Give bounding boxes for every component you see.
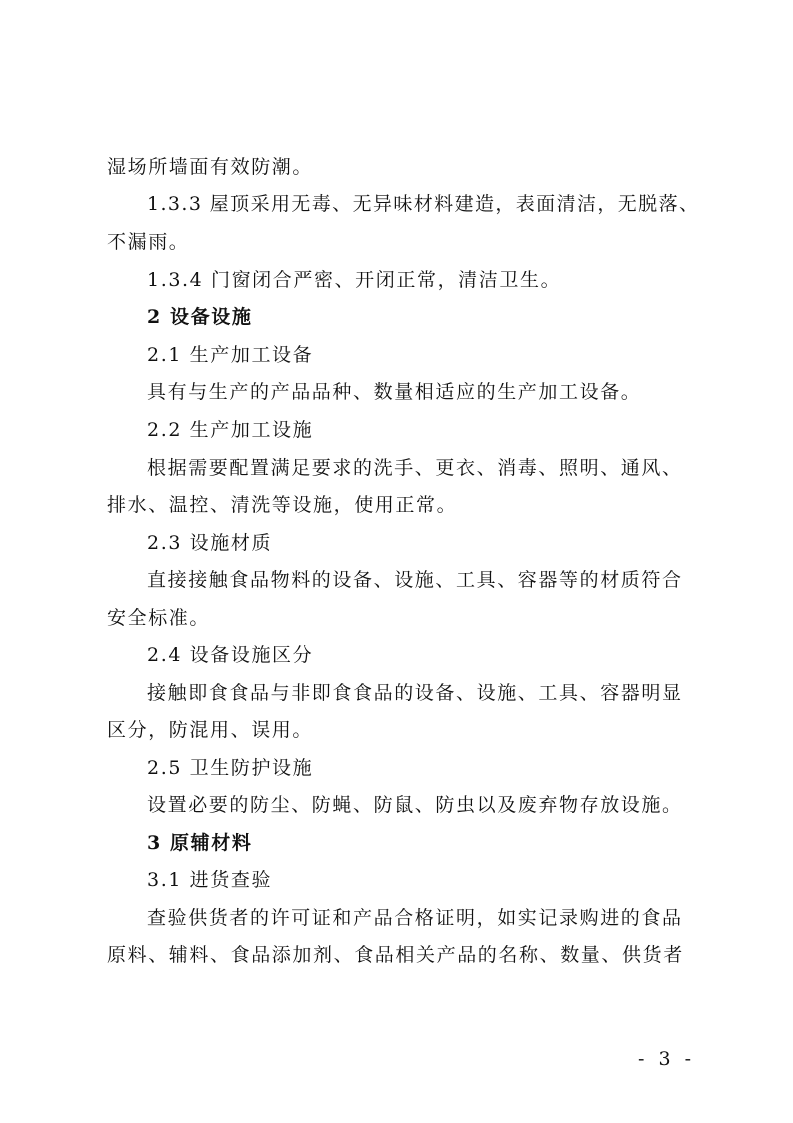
subsection-heading: 2.1 生产加工设备 bbox=[147, 344, 314, 366]
section-heading: 3 原辅材料 bbox=[147, 832, 253, 854]
subsection-heading: 3.1 进货查验 bbox=[147, 869, 273, 891]
text-line: 原料、辅料、食品添加剂、食品相关产品的名称、数量、供货者 bbox=[107, 944, 684, 966]
text-line: 安全标准。 bbox=[107, 607, 211, 629]
text-line: 区分，防混用、误用。 bbox=[107, 719, 314, 741]
subsection-heading: 2.5 卫生防护设施 bbox=[147, 757, 314, 779]
subsection-heading: 2.3 设施材质 bbox=[147, 532, 273, 554]
text-line: 1.3.3 屋顶采用无毒、无异味材料建造，表面清洁，无脱落、 bbox=[147, 193, 700, 215]
text-line: 接触即食食品与非即食食品的设备、设施、工具、容器明显 bbox=[147, 682, 683, 704]
subsection-heading: 2.2 生产加工设施 bbox=[147, 419, 314, 441]
text-line: 根据需要配置满足要求的洗手、更衣、消毒、照明、通风、 bbox=[147, 457, 683, 479]
text-line: 排水、温控、清洗等设施，使用正常。 bbox=[107, 494, 458, 516]
subsection-heading: 2.4 设备设施区分 bbox=[147, 644, 314, 666]
section-heading: 2 设备设施 bbox=[147, 306, 253, 328]
page-number: - 3 - bbox=[638, 1048, 696, 1070]
text-line: 设置必要的防尘、防蝇、防鼠、防虫以及废弃物存放设施。 bbox=[147, 794, 683, 816]
text-line: 查验供货者的许可证和产品合格证明，如实记录购进的食品 bbox=[147, 907, 683, 929]
text-line: 湿场所墙面有效防潮。 bbox=[107, 156, 314, 178]
text-line: 不漏雨。 bbox=[107, 231, 190, 253]
text-line: 具有与生产的产品品种、数量相适应的生产加工设备。 bbox=[147, 381, 642, 403]
text-line: 1.3.4 门窗闭合严密、开闭正常，清洁卫生。 bbox=[147, 269, 562, 291]
text-line: 直接接触食品物料的设备、设施、工具、容器等的材质符合 bbox=[147, 569, 683, 591]
